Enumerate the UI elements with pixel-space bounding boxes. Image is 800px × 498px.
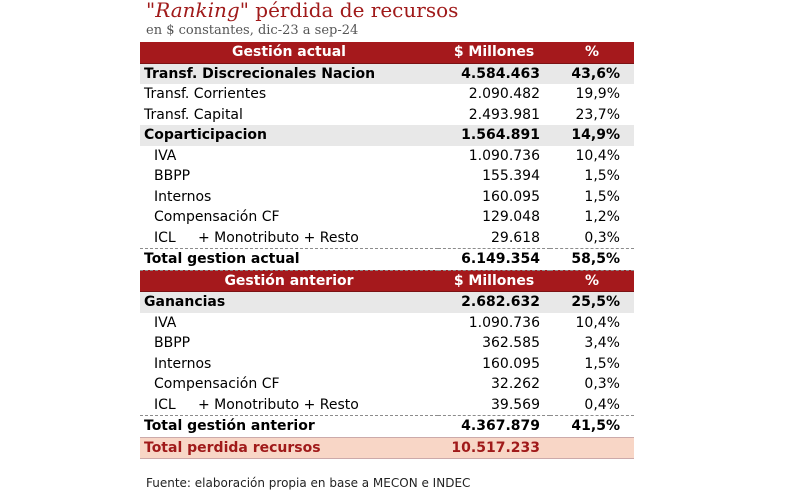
- row-label: BBPP: [154, 168, 191, 185]
- header-pct: %: [550, 270, 634, 292]
- table-row: [140, 125, 634, 146]
- row-label: BBPP: [154, 335, 191, 352]
- header-millones: $ Millones: [438, 42, 550, 63]
- row-pct: 10,4%: [575, 314, 620, 331]
- source-note: Fuente: elaboración propia en base a MECON e INDEC: [146, 476, 471, 490]
- grand-total-value: 10.517.233: [438, 437, 550, 459]
- row-label: ICL + Monotributo + Resto: [154, 229, 359, 246]
- total-row-anterior: [140, 416, 634, 438]
- row-value: 362.585: [482, 335, 540, 352]
- row-value: 4.367.879: [438, 416, 550, 438]
- row-label: Compensación CF: [154, 376, 280, 393]
- row-label: Total gestion actual: [140, 249, 438, 271]
- row-label: Internos: [154, 188, 212, 205]
- row-value: 29.618: [491, 229, 540, 246]
- row-pct: 1,5%: [584, 355, 620, 372]
- table-row: [140, 187, 634, 208]
- row-label: Transf. Capital: [144, 106, 243, 123]
- table-row: [140, 292, 634, 313]
- table-row: [140, 105, 634, 126]
- row-label: Ganancias: [140, 292, 438, 313]
- row-pct: 1,5%: [584, 168, 620, 185]
- row-label: Total gestión anterior: [140, 416, 438, 438]
- section-header-actual: [140, 42, 634, 63]
- row-value: 129.048: [482, 209, 540, 226]
- title-rest: pérdida de recursos: [248, 0, 459, 22]
- row-pct: 10,4%: [575, 147, 620, 164]
- table-row: [140, 84, 634, 105]
- table-row: [140, 228, 634, 249]
- title-quote-close: ": [239, 0, 249, 22]
- row-label: IVA: [154, 314, 177, 331]
- grand-total-label: Total perdida recursos: [140, 437, 438, 459]
- row-value: 155.394: [482, 168, 540, 185]
- table-row: [140, 166, 634, 187]
- row-value: 2.493.981: [468, 106, 540, 123]
- header-pct: %: [550, 42, 634, 63]
- row-value: 4.584.463: [438, 63, 550, 84]
- row-value: 6.149.354: [438, 249, 550, 271]
- row-pct: 25,5%: [550, 292, 634, 313]
- row-label: Internos: [154, 355, 212, 372]
- table-row: [140, 63, 634, 84]
- title-italic: Ranking: [155, 0, 240, 22]
- table-row: [140, 313, 634, 334]
- page-title: [146, 0, 458, 22]
- page-subtitle: en $ constantes, dic-23 a sep-24: [146, 23, 359, 38]
- header-millones: $ Millones: [438, 270, 550, 292]
- table-row: [140, 395, 634, 416]
- total-row-actual: [140, 249, 634, 271]
- row-label: Compensación CF: [154, 209, 280, 226]
- row-value: 1.564.891: [438, 125, 550, 146]
- row-value: 160.095: [482, 355, 540, 372]
- table-row: [140, 333, 634, 354]
- grand-total-row: [140, 437, 634, 459]
- row-label: Transf. Corrientes: [144, 86, 267, 103]
- row-pct: 41,5%: [550, 416, 634, 438]
- row-value: 2.090.482: [468, 86, 540, 103]
- row-value: 2.682.632: [438, 292, 550, 313]
- row-pct: 0,4%: [584, 396, 620, 413]
- row-pct: 14,9%: [550, 125, 634, 146]
- row-value: 160.095: [482, 188, 540, 205]
- section-header-anterior: [140, 270, 634, 292]
- title-quote-open: ": [146, 0, 156, 22]
- row-label: IVA: [154, 147, 177, 164]
- row-label: ICL + Monotributo + Resto: [154, 396, 359, 413]
- header-label: Gestión anterior: [140, 270, 438, 292]
- row-pct: 58,5%: [550, 249, 634, 271]
- table-row: [140, 146, 634, 167]
- row-pct: 1,2%: [584, 209, 620, 226]
- header-label: Gestión actual: [140, 42, 438, 63]
- row-pct: 3,4%: [584, 335, 620, 352]
- table-row: [140, 374, 634, 395]
- row-label: Transf. Discrecionales Nacion: [140, 63, 438, 84]
- row-pct: 1,5%: [584, 188, 620, 205]
- row-value: 39.569: [491, 396, 540, 413]
- row-pct: 0,3%: [584, 229, 620, 246]
- row-value: 32.262: [491, 376, 540, 393]
- row-label: Coparticipacion: [140, 125, 438, 146]
- table-row: [140, 354, 634, 375]
- row-pct: 23,7%: [575, 106, 620, 123]
- ranking-table: [140, 42, 634, 459]
- row-pct: 43,6%: [550, 63, 634, 84]
- row-pct: 19,9%: [575, 86, 620, 103]
- table-row: [140, 207, 634, 228]
- row-pct: 0,3%: [584, 376, 620, 393]
- grand-total-empty: [550, 437, 634, 459]
- row-value: 1.090.736: [468, 314, 540, 331]
- row-value: 1.090.736: [468, 147, 540, 164]
